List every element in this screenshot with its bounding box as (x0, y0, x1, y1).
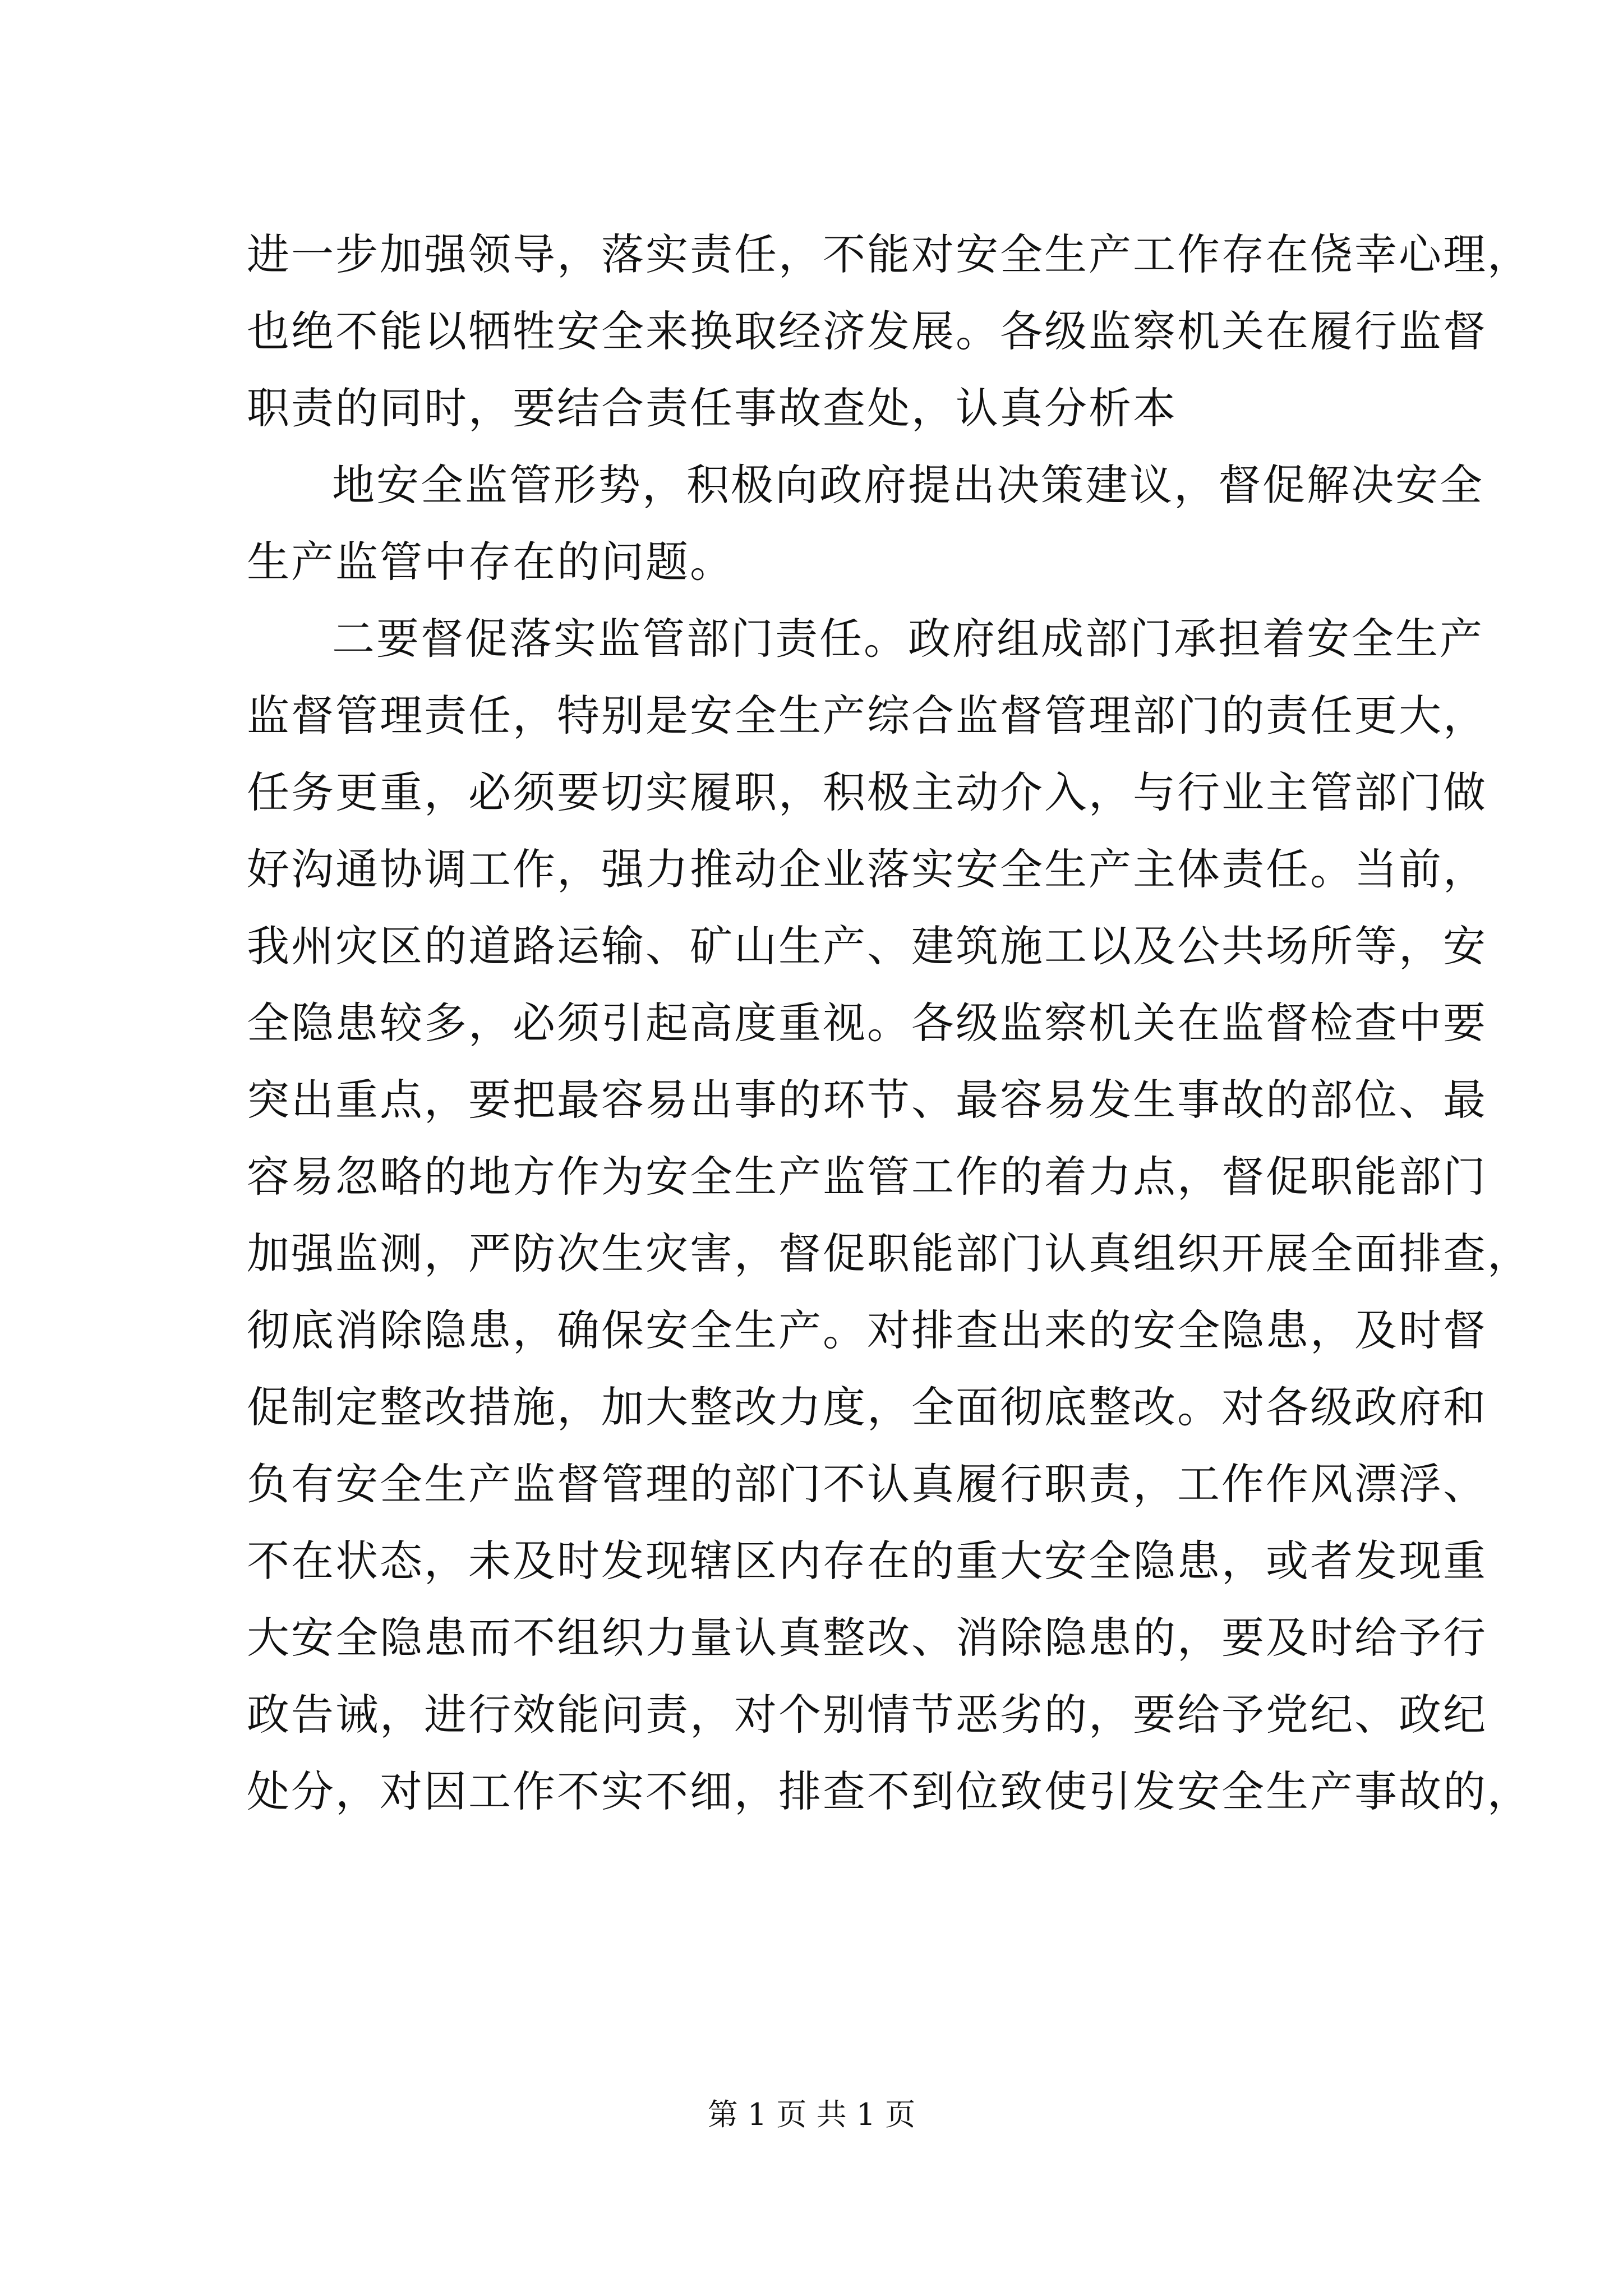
text-line-14: 加强监测，严防次生灾害，督促职能部门认真组织开展全面排查， (247, 1228, 1532, 1278)
text-line-8: 任务更重，必须要切实履职，积极主动介入，与行业主管部门做 (247, 767, 1487, 817)
text-line-6: 二要督促落实监管部门责任。政府组成部门承担着安全生产 (332, 614, 1484, 664)
text-line-16: 促制定整改措施，加大整改力度，全面彻底整改。对各级政府和 (247, 1382, 1487, 1432)
text-line-17: 负有安全生产监督管理的部门不认真履行职责，工作作风漂浮、 (247, 1459, 1487, 1509)
text-line-20: 政告诫，进行效能问责，对个别情节恶劣的，要给予党纪、政纪 (247, 1690, 1487, 1740)
text-line-21: 处分，对因工作不实不细，排查不到位致使引发安全生产事故的， (247, 1766, 1532, 1816)
body-text (247, 216, 1532, 1830)
text-line-1: 进一步加强领导，落实责任，不能对安全生产工作存在侥幸心理， (247, 229, 1532, 279)
text-line-18: 不在状态，未及时发现辖区内存在的重大安全隐患，或者发现重 (247, 1536, 1487, 1586)
text-line-10: 我州灾区的道路运输、矿山生产、建筑施工以及公共场所等，安 (247, 921, 1487, 971)
text-line-11: 全隐患较多，必须引起高度重视。各级监察机关在监督检查中要 (247, 998, 1487, 1048)
text-line-4: 地安全监管形势，积极向政府提出决策建议，督促解决安全 (332, 460, 1484, 510)
page-number-footer: 第 1 页 共 1 页 (707, 2097, 916, 2132)
text-line-5: 生产监管中存在的问题。 (247, 537, 734, 587)
text-line-9: 好沟通协调工作，强力推动企业落实安全生产主体责任。当前， (247, 844, 1487, 894)
text-line-12: 突出重点，要把最容易出事的环节、最容易发生事故的部位、最 (247, 1075, 1487, 1125)
text-line-15: 彻底消除隐患，确保安全生产。对排查出来的安全隐患，及时督 (247, 1305, 1487, 1355)
text-line-13: 容易忽略的地方作为安全生产监管工作的着力点，督促职能部门 (247, 1152, 1487, 1202)
text-line-2: 也绝不能以牺牲安全来换取经济发展。各级监察机关在履行监督 (247, 306, 1487, 356)
text-line-7: 监督管理责任，特别是安全生产综合监督管理部门的责任更大， (247, 691, 1487, 740)
text-line-3: 职责的同时，要结合责任事故查处，认真分析本 (247, 383, 1177, 433)
text-line-19: 大安全隐患而不组织力量认真整改、消除隐患的，要及时给予行 (247, 1613, 1487, 1663)
